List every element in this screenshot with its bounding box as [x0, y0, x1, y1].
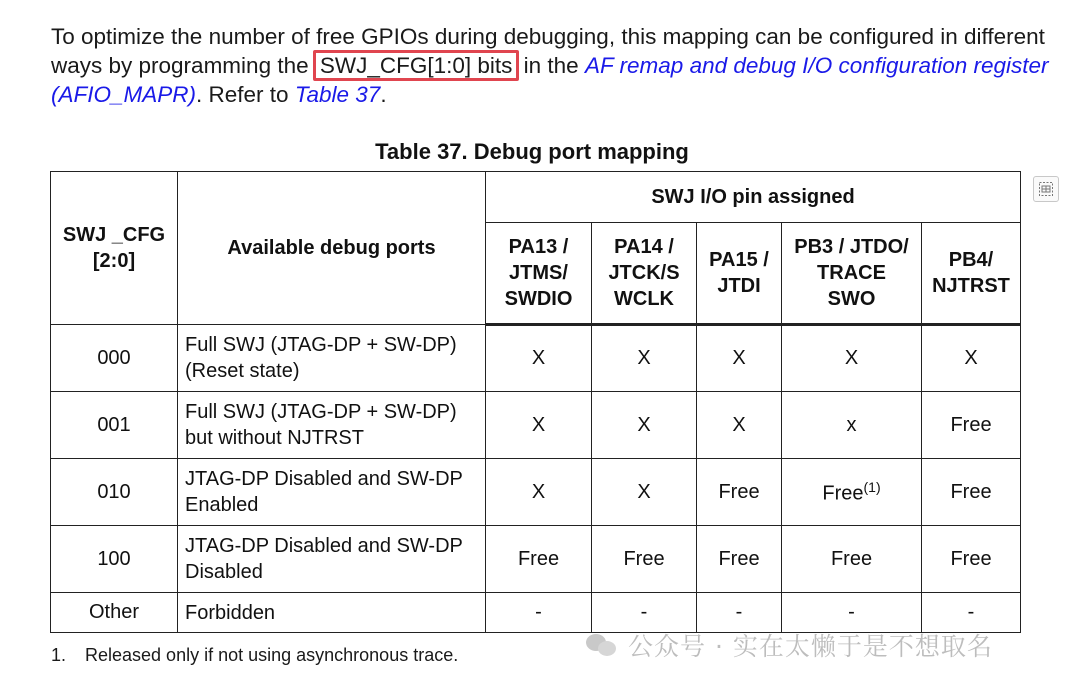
footnote-marker: (1)	[863, 478, 881, 495]
cell-desc: Full SWJ (JTAG-DP + SW-DP) but without NJTRST	[178, 392, 486, 459]
table-row	[51, 526, 1021, 593]
watermark	[586, 628, 993, 662]
table-row	[51, 459, 1021, 526]
cell-desc: Full SWJ (JTAG-DP + SW-DP) (Reset state)	[178, 325, 486, 392]
cell-pin: Free	[922, 526, 1021, 593]
table-row	[51, 325, 1021, 392]
cell-pin: X	[922, 325, 1021, 392]
cell-cfg: Other	[51, 593, 178, 633]
cell-pin: X	[782, 325, 922, 392]
cell-pin: -	[592, 593, 697, 633]
cell-cfg: 100	[51, 526, 178, 593]
intro-text-3: . Refer to	[196, 82, 295, 107]
cell-pin-with-footnote	[782, 459, 922, 526]
cell-pin: -	[486, 593, 592, 633]
footnote-text: Released only if not using asynchronous trace.	[85, 645, 459, 665]
cell-pin: Free	[922, 459, 1021, 526]
intro-paragraph	[51, 22, 1051, 109]
cell-desc: JTAG-DP Disabled and SW-DP Enabled	[178, 459, 486, 526]
table-title: Table 37. Debug port mapping	[375, 139, 689, 164]
cell-cfg: 000	[51, 325, 178, 392]
cell-pin: -	[782, 593, 922, 633]
intro-text-1: To optimize the number of free GPIOs during debugging, this mapping can be configured in different ways by programming the	[51, 24, 1045, 78]
cell-pin: -	[697, 593, 782, 633]
cell-pin: x	[782, 392, 922, 459]
table-select-icon[interactable]	[1033, 176, 1059, 202]
afio-mapr-link[interactable]: AF remap and debug I/O configuration register (AFIO_MAPR)	[51, 53, 1049, 107]
cell-pin: -	[922, 593, 1021, 633]
watermark-text: 公众号 · 实在太懒于是不想取名	[628, 632, 993, 661]
cell-pin: X	[486, 459, 592, 526]
cell-desc: JTAG-DP Disabled and SW-DP Disabled	[178, 526, 486, 593]
cell-cfg: 001	[51, 392, 178, 459]
header-pin-pa14: PA14 / JTCK/S WCLK	[592, 223, 697, 325]
cell-pin-value: Free	[822, 482, 864, 505]
cell-cfg: 010	[51, 459, 178, 526]
debug-port-mapping-table	[50, 171, 1021, 633]
cell-pin: X	[697, 325, 782, 392]
header-swj-cfg: SWJ _CFG [2:0]	[51, 172, 178, 325]
header-pin-pb3: PB3 / JTDO/ TRACE SWO	[782, 223, 922, 325]
highlighted-register-bits: SWJ_CFG[1:0] bits	[313, 50, 520, 81]
cell-pin: Free	[592, 526, 697, 593]
table-row	[51, 392, 1021, 459]
table-select-icon-glyph	[1038, 181, 1054, 197]
cell-pin: Free	[782, 526, 922, 593]
table-footnote	[51, 645, 458, 666]
cell-pin: Free	[697, 459, 782, 526]
footnote-number: 1.	[51, 645, 67, 665]
header-pin-pb4: PB4/ NJTRST	[922, 223, 1021, 325]
cell-pin: X	[486, 392, 592, 459]
cell-pin: Free	[922, 392, 1021, 459]
cell-pin: X	[592, 392, 697, 459]
header-available-ports: Available debug ports	[178, 172, 486, 325]
cell-pin: Free	[486, 526, 592, 593]
header-pin-pa13: PA13 / JTMS/ SWDIO	[486, 223, 592, 325]
cell-desc: Forbidden	[178, 593, 486, 633]
wechat-icon	[586, 632, 618, 658]
intro-text-2: in the	[517, 53, 585, 78]
cell-pin: X	[697, 392, 782, 459]
table-37-link[interactable]: Table 37	[294, 82, 381, 107]
header-pin-assigned: SWJ I/O pin assigned	[486, 172, 1021, 223]
header-pin-pa15: PA15 / JTDI	[697, 223, 782, 325]
cell-pin: X	[486, 325, 592, 392]
cell-pin: X	[592, 459, 697, 526]
intro-text-4: .	[380, 82, 387, 107]
cell-pin: Free	[697, 526, 782, 593]
cell-pin: X	[592, 325, 697, 392]
